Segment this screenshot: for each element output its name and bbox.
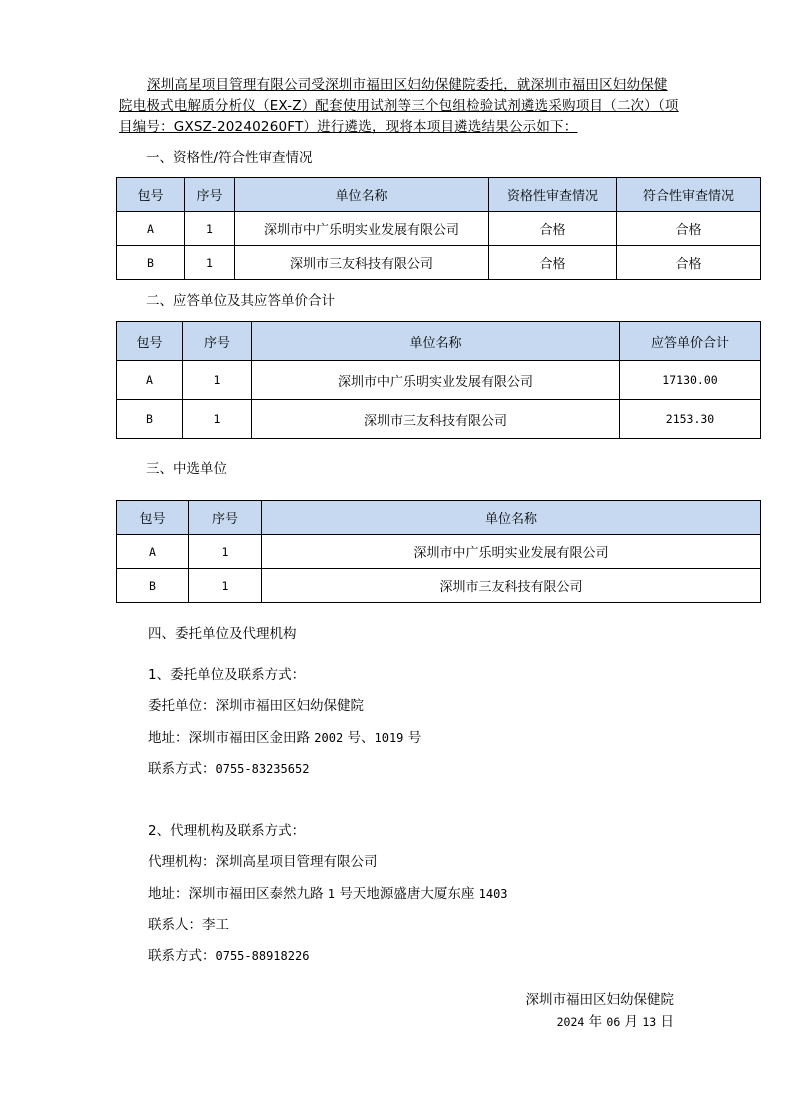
client-heading: 1、委托单位及联系方式：	[148, 667, 306, 683]
header-seq: 序号	[183, 322, 252, 361]
date-month: 06	[606, 1015, 621, 1029]
client-phone: 0755-83235652	[215, 762, 310, 776]
company-cell: 深圳市三友科技有限公司	[235, 246, 489, 280]
package-cell: A	[117, 212, 185, 246]
table-header-row	[117, 178, 761, 212]
bid-price-table	[116, 321, 761, 439]
package-cell: A	[117, 361, 183, 400]
client-name-line	[148, 697, 364, 715]
price-cell: 17130.00	[620, 361, 761, 400]
signature-date	[557, 1013, 674, 1031]
header-company: 单位名称	[252, 322, 620, 361]
client-address-part: 号、	[343, 730, 375, 746]
package-cell: B	[117, 569, 189, 603]
client-contact-label: 联系方式：	[148, 761, 216, 777]
qualification-cell: 合格	[489, 246, 617, 280]
table-header-row	[117, 322, 761, 361]
company-cell: 深圳市中广乐明实业发展有限公司	[252, 361, 620, 400]
agent-address-part: 号天地源盛唐大厦东座	[335, 886, 479, 902]
agent-contact-line	[148, 947, 309, 965]
header-package: 包号	[117, 178, 185, 212]
seq-cell: 1	[183, 400, 252, 439]
agent-address-line	[148, 885, 508, 903]
table-row	[117, 535, 761, 569]
client-address-part: 号	[403, 730, 422, 746]
client-address-line	[148, 729, 421, 747]
table-header-row	[117, 501, 761, 535]
agent-heading: 2、代理机构及联系方式：	[148, 823, 306, 839]
package-cell: B	[117, 400, 183, 439]
date-day-suffix: 日	[656, 1014, 674, 1030]
date-year: 2024	[556, 1015, 585, 1029]
section2-title: 二、应答单位及其应答单价合计	[146, 293, 335, 309]
client-address-label: 地址：	[148, 730, 189, 746]
qualification-cell: 合格	[489, 212, 617, 246]
header-seq: 序号	[185, 178, 235, 212]
header-seq: 序号	[189, 501, 262, 535]
package-cell: A	[117, 535, 189, 569]
table-row	[117, 569, 761, 603]
date-year-suffix: 年	[584, 1014, 607, 1030]
date-month-suffix: 月	[620, 1014, 643, 1030]
table-row	[117, 246, 761, 280]
seq-cell: 1	[189, 535, 262, 569]
intro-paragraph	[119, 75, 679, 138]
agent-name-label: 代理机构：	[148, 854, 216, 870]
client-address-part: 深圳市福田区金田路	[188, 730, 315, 746]
company-cell: 深圳市三友科技有限公司	[252, 400, 620, 439]
seq-cell: 1	[185, 212, 235, 246]
section3-title: 三、中选单位	[146, 461, 227, 477]
qualification-table	[116, 177, 761, 280]
agent-contact-label: 联系方式：	[148, 948, 216, 964]
signature-org: 深圳市福田区妇幼保健院	[525, 992, 674, 1008]
agent-name-line	[148, 853, 378, 871]
seq-cell: 1	[183, 361, 252, 400]
table-row	[117, 400, 761, 439]
agent-name: 深圳高星项目管理有限公司	[215, 854, 378, 870]
section1-title: 一、资格性/符合性审查情况	[146, 150, 313, 166]
company-cell: 深圳市中广乐明实业发展有限公司	[262, 535, 761, 569]
company-cell: 深圳市三友科技有限公司	[262, 569, 761, 603]
agent-person: 李工	[202, 917, 229, 933]
conformity-cell: 合格	[617, 246, 761, 280]
client-name: 深圳市福田区妇幼保健院	[215, 698, 364, 714]
date-day: 13	[642, 1015, 657, 1029]
header-qualification: 资格性审查情况	[489, 178, 617, 212]
table-row	[117, 212, 761, 246]
client-contact-line	[148, 760, 309, 778]
price-cell: 2153.30	[620, 400, 761, 439]
section4-title: 四、委托单位及代理机构	[148, 626, 297, 642]
agent-address-number: 1403	[478, 887, 508, 901]
agent-person-line	[148, 916, 229, 934]
seq-cell: 1	[185, 246, 235, 280]
client-name-label: 委托单位：	[148, 698, 216, 714]
winner-table	[116, 500, 761, 603]
agent-address-label: 地址：	[148, 886, 189, 902]
seq-cell: 1	[189, 569, 262, 603]
agent-address-number: 1	[327, 887, 336, 901]
header-package: 包号	[117, 501, 189, 535]
company-cell: 深圳市中广乐明实业发展有限公司	[235, 212, 489, 246]
client-address-number: 1019	[374, 731, 404, 745]
intro-text: 深圳高星项目管理有限公司受深圳市福田区妇幼保健院委托，就深圳市福田区妇幼保健院电极式电解质分析仪（EX-Z）配套使用试剂等三个包组检验试剂遴选采购项目（二次）（项目编号：GXSZ-20240260FT）进行遴选，现将本项目遴选结果公示如下：	[119, 77, 679, 135]
header-company: 单位名称	[235, 178, 489, 212]
conformity-cell: 合格	[617, 212, 761, 246]
header-company: 单位名称	[262, 501, 761, 535]
agent-address-part: 深圳市福田区泰然九路	[188, 886, 328, 902]
agent-person-label: 联系人：	[148, 917, 202, 933]
client-address-number: 2002	[314, 731, 344, 745]
agent-phone: 0755-88918226	[215, 949, 310, 963]
package-cell: B	[117, 246, 185, 280]
table-row	[117, 361, 761, 400]
header-package: 包号	[117, 322, 183, 361]
header-price-total: 应答单价合计	[620, 322, 761, 361]
header-conformity: 符合性审查情况	[617, 178, 761, 212]
